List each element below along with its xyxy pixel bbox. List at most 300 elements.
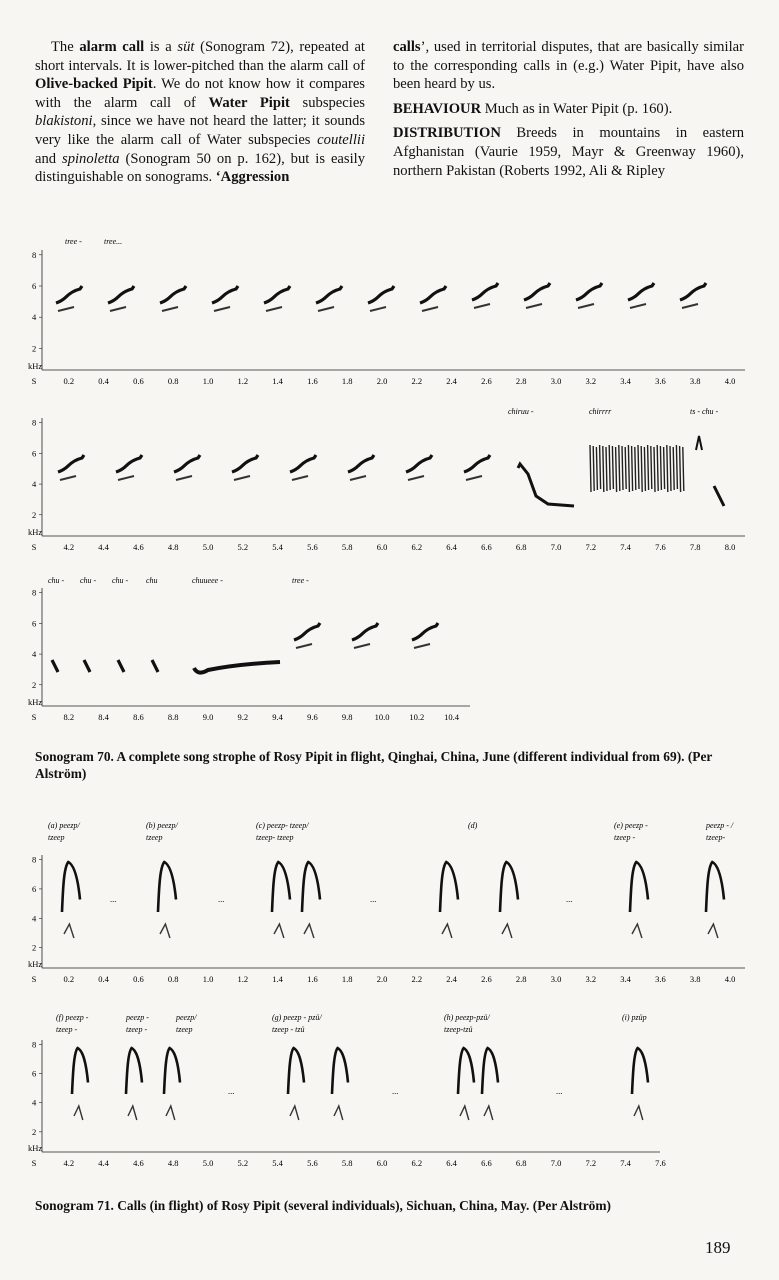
call-note-low-band (708, 924, 718, 938)
song-syllable (212, 286, 238, 303)
x-tick-label: 1.8 (341, 376, 353, 386)
x-tick-label: 4.0 (724, 974, 736, 984)
y-tick-label: 2 (32, 509, 37, 520)
chirrrr-trill (616, 447, 617, 492)
y-tick-label: 4 (32, 913, 37, 924)
chirrrr-trill (622, 446, 623, 490)
y-axis-label: kHz (28, 361, 43, 371)
x-tick-label: 2.4 (446, 376, 457, 386)
chirrrr-trill (603, 446, 604, 492)
song-syllable (680, 283, 706, 300)
text-run: süt (177, 39, 195, 55)
song-syllable-harmonic (354, 644, 370, 648)
y-axis-label: kHz (28, 959, 43, 969)
song-syllable-harmonic (630, 304, 646, 308)
x-tick-label: 1.6 (307, 974, 318, 984)
song-syllable-harmonic (414, 644, 430, 648)
x-tick-label: 7.0 (550, 542, 562, 552)
call-note (288, 1048, 304, 1094)
sonogram-71-caption: Sonogram 71. Calls (in flight) of Rosy Pipit (several individuals), Sichuan, China, May. (Per Alström) (35, 1198, 611, 1213)
song-syllable (294, 623, 320, 640)
call-label: (e) peezp - (614, 821, 648, 830)
song-syllable (264, 286, 290, 303)
text-run: calls (393, 39, 421, 55)
chirrrr-trill (612, 446, 613, 489)
x-tick-label: 5.8 (341, 542, 353, 552)
x-tick-label: 5.0 (202, 1158, 214, 1168)
ellipsis: ... (370, 894, 377, 904)
x-tick-label: 1.4 (272, 974, 283, 984)
x-tick-label: 10.2 (409, 712, 425, 722)
syllable-label: ts - chu - (690, 407, 719, 416)
text-run: The (51, 39, 80, 55)
x-tick-label: 5.2 (237, 1158, 249, 1168)
y-tick-label: 2 (32, 942, 37, 953)
song-syllable (628, 283, 654, 300)
y-tick-label: 8 (32, 1039, 37, 1050)
y-tick-label: 4 (32, 649, 37, 660)
call-note (72, 1048, 88, 1094)
call-note (630, 862, 648, 912)
x-tick-label: 5.2 (237, 542, 249, 552)
x-tick-label: 2.0 (376, 376, 388, 386)
x-tick-label: 2.8 (515, 974, 527, 984)
song-syllable (58, 455, 84, 472)
page-number: 189 (705, 1238, 731, 1257)
call-note (62, 862, 80, 912)
x-tick-label: 7.8 (689, 542, 701, 552)
y-tick-label: 4 (32, 312, 37, 323)
x-tick-label: 6.6 (481, 1158, 492, 1168)
chirrrr-trill (670, 446, 671, 491)
x-tick-label: 4.8 (167, 542, 179, 552)
chirrrr-trill (660, 446, 661, 490)
song-syllable-harmonic (60, 476, 76, 480)
x-tick-label: 2.8 (515, 376, 527, 386)
x-tick-label: 5.8 (341, 1158, 353, 1168)
sonogram-70-panel-3 (28, 576, 470, 722)
x-tick-label: 0.8 (167, 376, 179, 386)
call-note (632, 1048, 648, 1094)
call-note (458, 1048, 474, 1094)
text-run: is a (144, 39, 178, 55)
x-tick-label: 0.4 (98, 974, 109, 984)
call-note-low-band (502, 924, 512, 938)
call-note-low-band (484, 1106, 493, 1120)
text-run: ’, used in territorial disputes, that are basically similar to the corresponding calls in (e.g.) Water Pipit, have also been heard by us. (393, 39, 744, 93)
x-tick-label: 6.6 (481, 542, 492, 552)
song-syllable (352, 623, 378, 640)
x-tick-label: 2.6 (481, 974, 492, 984)
song-syllable-harmonic (58, 307, 74, 311)
song-syllable (290, 455, 316, 472)
x-tick-label: 4.6 (133, 542, 144, 552)
syllable-label: tree - (65, 237, 82, 246)
x-tick-label: 3.0 (550, 974, 562, 984)
x-tick-label: 9.6 (307, 712, 318, 722)
x-tick-label: 7.4 (620, 542, 631, 552)
syllable-label: chu (146, 576, 158, 585)
y-axis-label: kHz (28, 1143, 43, 1153)
ts-note (696, 436, 702, 450)
song-syllable (576, 283, 602, 300)
x-tick-label: S (31, 974, 37, 984)
song-syllable-harmonic (110, 307, 126, 311)
x-tick-label: 3.6 (655, 376, 666, 386)
x-tick-label: 4.8 (167, 1158, 179, 1168)
x-tick-label: 6.4 (446, 1158, 457, 1168)
y-axis-label: kHz (28, 527, 43, 537)
text-run: Olive-backed Pipit (35, 76, 153, 93)
x-tick-label: 6.0 (376, 1158, 388, 1168)
y-tick-label: 8 (32, 249, 37, 260)
call-note-low-band (160, 924, 170, 938)
x-tick-label: 7.2 (585, 1158, 597, 1168)
song-syllable (420, 286, 446, 303)
call-label: peezp - (126, 1013, 149, 1022)
chirrrr-trill (644, 447, 645, 491)
y-tick-label: 6 (32, 883, 37, 894)
song-syllable-harmonic (162, 307, 178, 311)
x-tick-label: 3.2 (585, 376, 597, 386)
ellipsis: ... (218, 894, 225, 904)
call-note (440, 862, 458, 912)
call-label: (f) peezp - (56, 1013, 89, 1022)
chirrrr-trill (664, 447, 665, 489)
syllable-label: tree - (292, 576, 309, 585)
y-tick-label: 2 (32, 1126, 37, 1137)
y-tick-label: 6 (32, 448, 37, 459)
x-tick-label: 4.4 (98, 1158, 109, 1168)
x-tick-label: 7.6 (655, 542, 666, 552)
x-tick-label: 10.0 (374, 712, 390, 722)
call-label: (c) peezp- tzeep/ (256, 821, 309, 830)
text-run: Breeds in mountains in eastern Afghanistan (Vaurie 1959, Mayr & Greenway 1960), northern Pakistan (Roberts 1992, Ali & Ripley (393, 125, 744, 179)
call-label: (a) peezp/ (48, 821, 80, 830)
x-tick-label: S (31, 376, 37, 386)
ellipsis: ... (392, 1086, 399, 1096)
call-note-low-band (274, 924, 284, 938)
x-tick-label: 2.0 (376, 974, 388, 984)
x-tick-label: 5.4 (272, 1158, 283, 1168)
song-syllable-harmonic (408, 476, 424, 480)
x-tick-label: 10.4 (444, 712, 460, 722)
x-tick-label: 1.4 (272, 376, 283, 386)
text-run: spinoletta (62, 150, 120, 167)
call-label: tzeep - tzü (272, 1025, 305, 1034)
x-tick-label: 9.4 (272, 712, 283, 722)
call-note-low-band (304, 924, 314, 938)
x-tick-label: 1.2 (237, 376, 249, 386)
x-tick-label: 1.0 (202, 376, 214, 386)
call-label: peezp/ (176, 1013, 197, 1022)
chirrrr-trill (628, 445, 629, 492)
call-note (332, 1048, 348, 1094)
song-syllable-harmonic (118, 476, 134, 480)
song-syllable-harmonic (474, 304, 490, 308)
text-run: , since we have not heard the latter; it sounds very like the alarm call of Water subspecies (35, 113, 365, 148)
syllable-label: chirrrr (589, 407, 612, 416)
chirrrr-trill (632, 446, 633, 491)
song-syllable (464, 455, 490, 472)
call-note-low-band (74, 1106, 83, 1120)
x-tick-label: 8.0 (724, 542, 736, 552)
syllable-label: chu - (112, 576, 129, 585)
sonogram-70-panel-1 (28, 237, 745, 386)
chirrrr-trill (657, 445, 658, 491)
x-tick-label: 3.0 (550, 376, 562, 386)
x-tick-label: 1.2 (237, 974, 249, 984)
chirrrr-trill (651, 446, 652, 489)
call-label: peezp - / (706, 821, 734, 830)
call-note (272, 862, 290, 912)
chirrrr-trill (638, 445, 639, 489)
x-tick-label: 3.6 (655, 974, 666, 984)
chu-note (118, 660, 124, 672)
call-note (482, 1048, 498, 1094)
call-label: (g) peezp - pzü/ (272, 1013, 322, 1022)
chuueee-syllable (194, 662, 280, 673)
call-note-low-band (632, 924, 642, 938)
call-note-low-band (460, 1106, 469, 1120)
chu-note (714, 486, 724, 506)
song-syllable (406, 455, 432, 472)
x-tick-label: 6.8 (515, 1158, 527, 1168)
x-tick-label: 2.2 (411, 974, 423, 984)
call-label: tzeep - (56, 1025, 78, 1034)
y-tick-label: 6 (32, 1068, 37, 1079)
x-tick-label: S (31, 1158, 37, 1168)
call-note-low-band (64, 924, 74, 938)
song-syllable (160, 286, 186, 303)
song-syllable-harmonic (214, 307, 230, 311)
x-tick-label: 5.6 (307, 542, 318, 552)
call-label: (d) (468, 821, 478, 830)
x-tick-label: 8.8 (167, 712, 179, 722)
song-syllable-harmonic (292, 476, 308, 480)
text-run: alarm call (79, 39, 145, 55)
x-tick-label: 9.8 (341, 712, 353, 722)
x-tick-label: 1.6 (307, 376, 318, 386)
call-label: (h) peezp-pzü/ (444, 1013, 490, 1022)
song-syllable (348, 455, 374, 472)
song-syllable-harmonic (266, 307, 282, 311)
song-syllable (108, 286, 134, 303)
song-syllable (174, 455, 200, 472)
text-run: subspecies (289, 94, 365, 111)
chu-note (84, 660, 90, 672)
sonogram-71-panel-2 (28, 1013, 666, 1168)
x-tick-label: 6.0 (376, 542, 388, 552)
call-label: tzeep- (706, 833, 726, 842)
x-tick-label: 2.6 (481, 376, 492, 386)
x-tick-label: 7.4 (620, 1158, 631, 1168)
call-label: tzeep - (126, 1025, 148, 1034)
x-tick-label: 5.4 (272, 542, 283, 552)
song-syllable (56, 286, 82, 303)
text-run: (Sonogram 72), repeated at short intervals. It is lower-pitched than the alarm call of (35, 39, 365, 74)
song-syllable (412, 623, 438, 640)
song-syllable-harmonic (526, 304, 542, 308)
x-tick-label: 8.6 (133, 712, 144, 722)
chirrrr-trill (667, 445, 668, 492)
x-tick-label: 8.2 (63, 712, 75, 722)
syllable-label: chuueee - (192, 576, 223, 585)
x-tick-label: 5.6 (307, 1158, 318, 1168)
syllable-label: tree... (104, 237, 123, 246)
y-tick-label: 8 (32, 587, 37, 598)
call-note-low-band (634, 1106, 643, 1120)
x-tick-label: 7.0 (550, 1158, 562, 1168)
x-tick-label: 0.2 (63, 974, 75, 984)
call-note (706, 862, 724, 912)
x-tick-label: 2.2 (411, 376, 423, 386)
chirrrr-trill (609, 445, 610, 490)
y-tick-label: 6 (32, 281, 37, 291)
chirrrr-trill (619, 445, 620, 491)
y-tick-label: 8 (32, 854, 37, 865)
song-syllable-harmonic (318, 307, 334, 311)
x-tick-label: 4.0 (724, 376, 736, 386)
call-note (500, 862, 518, 912)
call-note (164, 1048, 180, 1094)
ellipsis: ... (566, 894, 573, 904)
x-tick-label: 3.8 (689, 974, 701, 984)
text-run: and (35, 150, 63, 167)
x-tick-label: 8.4 (98, 712, 109, 722)
song-syllable (472, 283, 498, 300)
ellipsis: ... (110, 894, 117, 904)
text-run: blakistoni (35, 113, 93, 130)
call-label: (i) pzüp (622, 1013, 647, 1022)
chirrrr-trill (654, 447, 655, 492)
x-tick-label: 3.4 (620, 376, 631, 386)
x-tick-label: 0.6 (133, 974, 144, 984)
x-tick-label: 2.4 (446, 974, 457, 984)
chirrrr-trill (641, 446, 642, 492)
call-label: tzeep- tzeep (256, 833, 294, 842)
x-tick-label: 5.0 (202, 542, 214, 552)
song-syllable (368, 286, 394, 303)
song-syllable (232, 455, 258, 472)
call-note (302, 862, 320, 912)
y-axis-label: kHz (28, 697, 43, 707)
call-label: tzeep (48, 833, 65, 842)
call-note (126, 1048, 142, 1094)
sonogram-70-caption: Sonogram 70. A complete song strophe of Rosy Pipit in flight, Qinghai, China, June (different individual from 69). (Per Alström) (35, 749, 713, 781)
x-tick-label: 4.6 (133, 1158, 144, 1168)
text-run: coutellii (317, 131, 365, 148)
song-syllable (524, 283, 550, 300)
x-tick-label: 7.6 (655, 1158, 666, 1168)
call-note-low-band (128, 1106, 137, 1120)
chirrrr-trill (625, 447, 626, 489)
call-label: tzeep (176, 1025, 193, 1034)
text-run: (Sonogram 50 on p. 162), but is easily distinguishable on sonograms. (35, 150, 365, 186)
song-syllable-harmonic (422, 307, 438, 311)
chirrrr-trill (648, 445, 649, 490)
text-run: Much as in Water Pipit (p. 160). (481, 100, 673, 117)
y-tick-label: 8 (32, 417, 37, 428)
x-tick-label: S (31, 712, 37, 722)
chirrrr-trill (606, 447, 607, 491)
call-label: (b) peezp/ (146, 821, 178, 830)
call-note (158, 862, 176, 912)
call-label: tzeep-tzü (444, 1025, 473, 1034)
chirrrr-trill (635, 447, 636, 490)
x-tick-label: 4.4 (98, 542, 109, 552)
x-tick-label: 7.2 (585, 542, 597, 552)
x-tick-label: 0.2 (63, 376, 75, 386)
x-tick-label: 0.8 (167, 974, 179, 984)
y-tick-label: 4 (32, 1097, 37, 1108)
text-run: . We do not know how it compares with the alarm call of (35, 76, 365, 111)
syllable-label: chu - (80, 576, 97, 585)
x-tick-label: 9.0 (202, 712, 214, 722)
x-tick-label: 3.2 (585, 974, 597, 984)
song-syllable-harmonic (350, 476, 366, 480)
x-tick-label: 3.8 (689, 376, 701, 386)
x-tick-label: 3.4 (620, 974, 631, 984)
x-tick-label: 4.2 (63, 1158, 75, 1168)
chirrrr-trill (673, 447, 674, 490)
chiruu-syllable (518, 464, 574, 506)
song-syllable-harmonic (578, 304, 594, 308)
x-tick-label: 9.2 (237, 712, 249, 722)
text-run: ‘Aggression (215, 169, 290, 186)
song-syllable-harmonic (234, 476, 250, 480)
sonogram-71-panel-1 (28, 821, 745, 984)
y-tick-label: 2 (32, 343, 37, 354)
syllable-label: chiruu - (508, 407, 534, 416)
text-run: BEHAVIOUR (393, 100, 482, 117)
song-syllable-harmonic (682, 304, 698, 308)
chirrrr-trill (683, 447, 684, 491)
chirrrr-trill (676, 445, 677, 489)
x-tick-label: 6.8 (515, 542, 527, 552)
song-syllable-harmonic (466, 476, 482, 480)
song-syllable-harmonic (176, 476, 192, 480)
song-syllable-harmonic (296, 644, 312, 648)
song-syllable (116, 455, 142, 472)
x-tick-label: 6.2 (411, 1158, 423, 1168)
x-tick-label: 1.8 (341, 974, 353, 984)
x-tick-label: 4.2 (63, 542, 75, 552)
y-tick-label: 6 (32, 618, 37, 629)
chirrrr-trill (590, 445, 591, 492)
x-tick-label: 6.4 (446, 542, 457, 552)
call-note-low-band (290, 1106, 299, 1120)
sonogram-70-panel-2 (28, 407, 745, 552)
x-tick-label: 6.2 (411, 542, 423, 552)
y-tick-label: 2 (32, 679, 37, 690)
song-syllable-harmonic (370, 307, 386, 311)
call-note-low-band (166, 1106, 175, 1120)
x-tick-label: 0.6 (133, 376, 144, 386)
call-label: tzeep (146, 833, 163, 842)
chu-note (152, 660, 158, 672)
y-tick-label: 4 (32, 479, 37, 490)
chirrrr-trill (593, 446, 594, 491)
x-tick-label: S (31, 542, 37, 552)
ellipsis: ... (228, 1086, 235, 1096)
call-label: tzeep - (614, 833, 636, 842)
call-note-low-band (334, 1106, 343, 1120)
syllable-label: chu - (48, 576, 65, 585)
x-tick-label: 0.4 (98, 376, 109, 386)
ellipsis: ... (556, 1086, 563, 1096)
text-run: Water Pipit (208, 94, 290, 111)
